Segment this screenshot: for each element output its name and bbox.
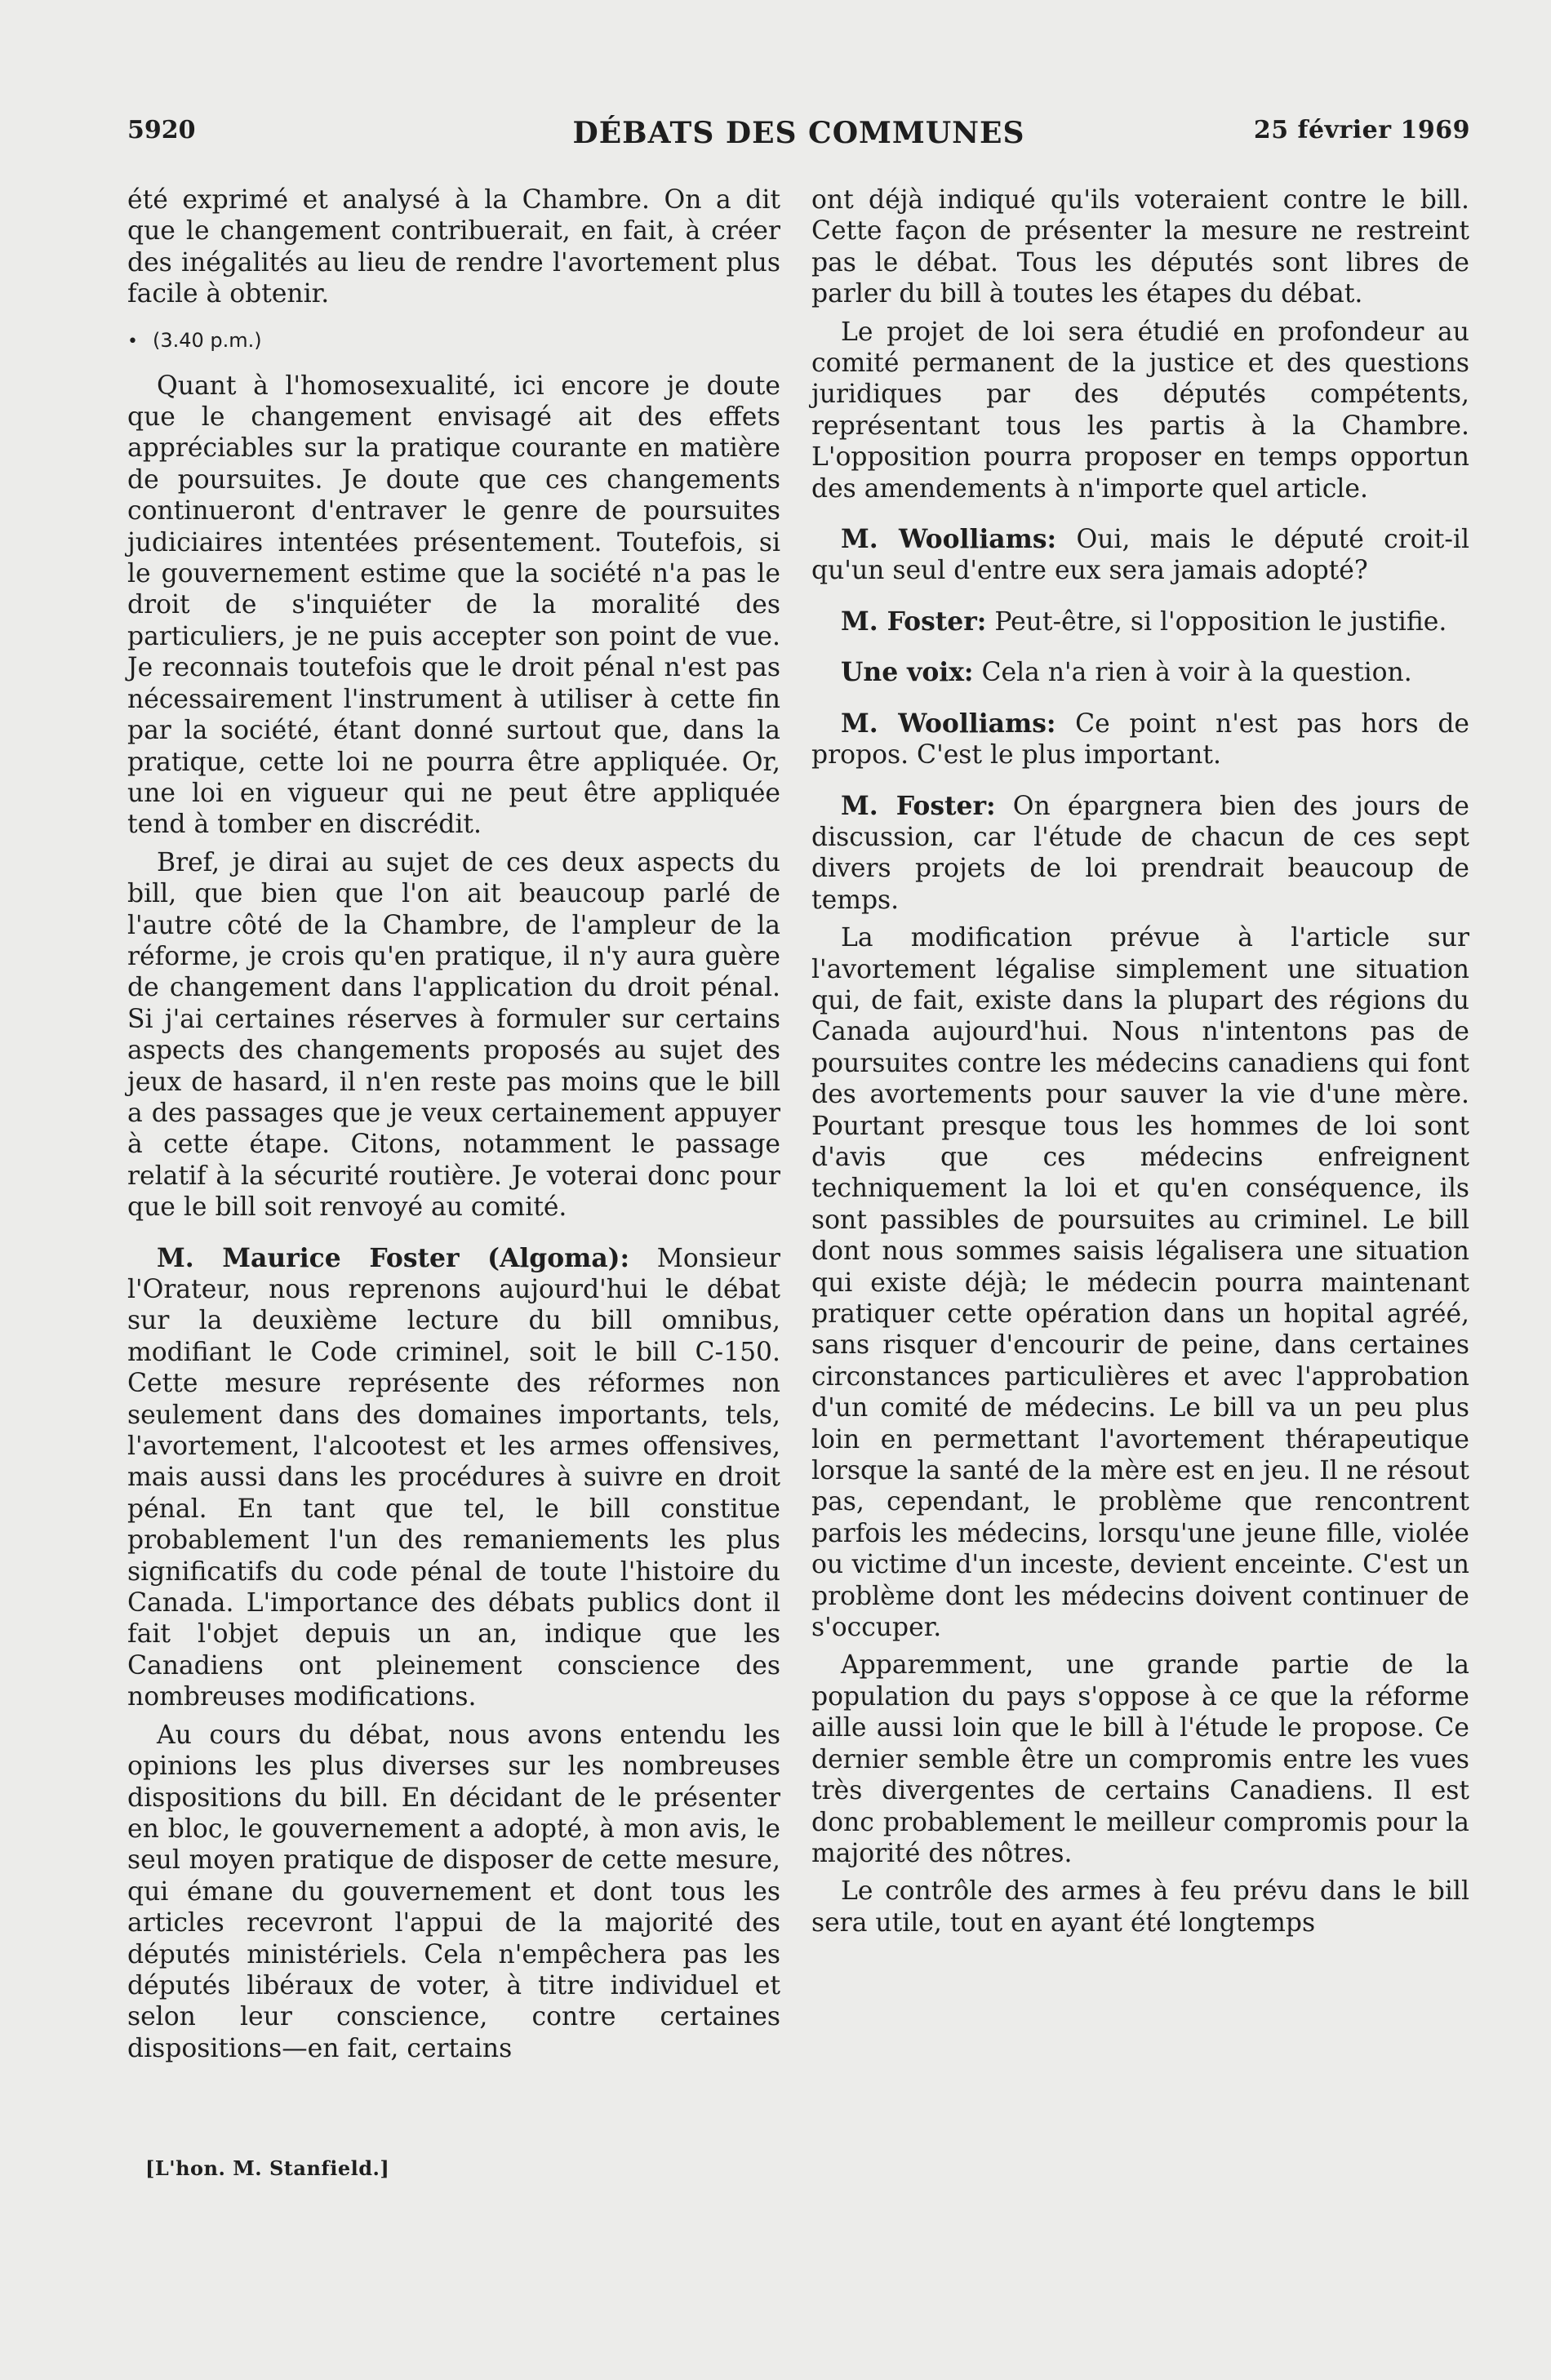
paragraph: Quant à l'homosexualité, ici encore je doute que le changement envisagé ait des effets appréciables sur la pratique courante en matière de poursuites. Je doute que ces changements continueront d'entraver le genre de poursuites judiciaires intentées présentement. Toutefois, si le gouvernement estime que la société n'a pas le droit de s'inquiéter de la moralité des particuliers, je ne puis accepter son point de vue. Je reconnais toutefois que le droit pénal n'est pas nécessairement l'instrument à utiliser à cette fin par la société, étant donné surtout que, dans la pratique, cette loi ne pourra être appliquée. Or, une loi en vigueur qui ne peut être appliquée tend à tomber en discrédit. [127,371,780,840]
speech-paragraph [811,657,1469,688]
paragraph: La modification prévue à l'article sur l'avortement légalise simplement une situation qui, de fait, existe dans la plupart des régions du Canada aujourd'hui. Nous n'intentons pas de poursuites contre les médecins canadiens qui font des avortements pour sauver la vie d'une mère. Pourtant presque tous les hommes de loi sont d'avis que ces médecins enfreignent techniquement la loi et qu'en conséquence, ils sont passibles de poursuites au criminel. Le bill dont nous sommes saisis légalisera une situation qui existe déjà; le médecin pourra maintenant pratiquer cette opération dans un hopital agréé, sans risquer d'encourir de peine, dans certaines circonstances particulières et avec l'approbation d'un comité de médecins. Le bill va un peu plus loin en permettant l'avortement thérapeutique lorsque la santé de la mère est en jeu. Il ne résout pas, cependant, le problème que rencontrent parfois les médecins, lorsqu'une jeune fille, violée ou victime d'un inceste, devient enceinte. C'est un problème dont les médecins doivent continuer de s'occuper. [811,923,1469,1643]
page-number: 5920 [127,116,196,144]
timestamp [127,328,780,354]
paragraph: ont déjà indiqué qu'ils voteraient contre le bill. Cette façon de présenter la mesure ne restreint pas le débat. Tous les députés sont libres de parler du bill à toutes les étapes du débat. [811,185,1469,309]
speaker-name: M. Maurice Foster (Algoma): [157,1243,630,1273]
speaker-name: M. Woolliams: [841,708,1056,739]
speech-paragraph [811,708,1469,771]
speech-paragraph [811,524,1469,587]
paragraph: Apparemment, une grande partie de la population du pays s'oppose à ce que la réforme aille aussi loin que le bill à l'étude le propose. Ce dernier semble être un compromis entre les vues très divergentes de certains Canadiens. Il est donc probablement le meilleur compromis pour la majorité des nôtres. [811,1650,1469,1868]
speech-text: Cela n'a rien à voir à la question. [981,658,1412,688]
speaker-footer-note: [L'hon. M. Stanfield.] [145,2156,390,2180]
right-column [811,184,1469,1938]
speech-text: Peut-être, si l'opposition le justifie. [994,606,1447,637]
timestamp-text: (3.40 p.m.) [152,328,262,352]
speech-text: Ce point n'est pas hors de propos. C'est le plus important. [811,708,1469,770]
page-header [127,116,1470,157]
speech-text: Monsieur l'Orateur, nous reprenons aujourd'hui le débat sur la deuxième lecture du bill omnibus, modifiant le Code criminel, soit le bill C-150. Cette mesure représente des réformes non seulement dans des domaines importants, tels, l'avortement, l'alcootest et les armes offensives, mais aussi dans les procédures à suivre en droit pénal. En tant que tel, le bill constitue probablement l'un des remaniements les plus significatifs du code pénal de toute l'histoire du Canada. L'importance des débats publics dont il fait l'objet depuis un an, indique que les Canadiens ont pleinement conscience des nombreuses modifications. [127,1243,780,1712]
speaker-name: M. Foster: [841,606,987,637]
publication-title: DÉBATS DES COMMUNES [572,116,1025,150]
speaker-name: M. Woolliams: [841,525,1057,555]
speaker-name: M. Foster: [841,791,996,821]
page-date: 25 février 1969 [1253,116,1470,144]
paragraph: Bref, je dirai au sujet de ces deux aspects du bill, que bien que l'on ait beaucoup parlé de l'autre côté de la Chambre, de l'ampleur de la réforme, je crois qu'en pratique, il n'y aura guère de changement dans l'application du droit pénal. Si j'ai certaines réserves à formuler sur certains aspects des changements proposés au sujet des jeux de hasard, il n'en reste pas moins que le bill a des passages que je veux certainement appuyer à cette étape. Citons, notamment le passage relatif à la sécurité routière. Je voterai donc pour que le bill soit renvoyé au comité. [127,847,780,1223]
paragraph: été exprimé et analysé à la Chambre. On a dit que le changement contribuerait, en fait, à créer des inégalités au lieu de rendre l'avortement plus facile à obtenir. [127,185,780,309]
speech-paragraph [811,791,1469,917]
left-column [127,184,780,2064]
speech-paragraph [811,606,1469,637]
bullet-icon: • [127,331,138,352]
speech-text: On épargnera bien des jours de discussion, car l'étude de chacun de ces sept divers projets de loi prendrait beaucoup de temps. [811,791,1469,915]
paragraph: Au cours du débat, nous avons entendu les opinions les plus diverses sur les nombreuses dispositions du bill. En décidant de le présenter en bloc, le gouvernement a adopté, à mon avis, le seul moyen pratique de disposer de cette mesure, qui émane du gouvernement et dont tous les articles recevront l'appui de la majorité des députés ministériels. Cela n'empêchera pas les députés libéraux de voter, à titre individuel et selon leur conscience, contre certaines dispositions—en fait, certains [127,1720,780,2063]
paragraph: Le contrôle des armes à feu prévu dans le bill sera utile, tout en ayant été longtemps [811,1876,1469,1938]
paragraph: Le projet de loi sera étudié en profondeur au comité permanent de la justice et des questions juridiques par des députés compétents, représentant tous les partis à la Chambre. L'opposition pourra proposer en temps opportun des amendements à n'importe quel article. [811,317,1469,504]
speech-paragraph [127,1243,780,1713]
speaker-name: Une voix: [841,658,974,688]
speech-text: Oui, mais le député croit-il qu'un seul d'entre eux sera jamais adopté? [811,525,1470,586]
